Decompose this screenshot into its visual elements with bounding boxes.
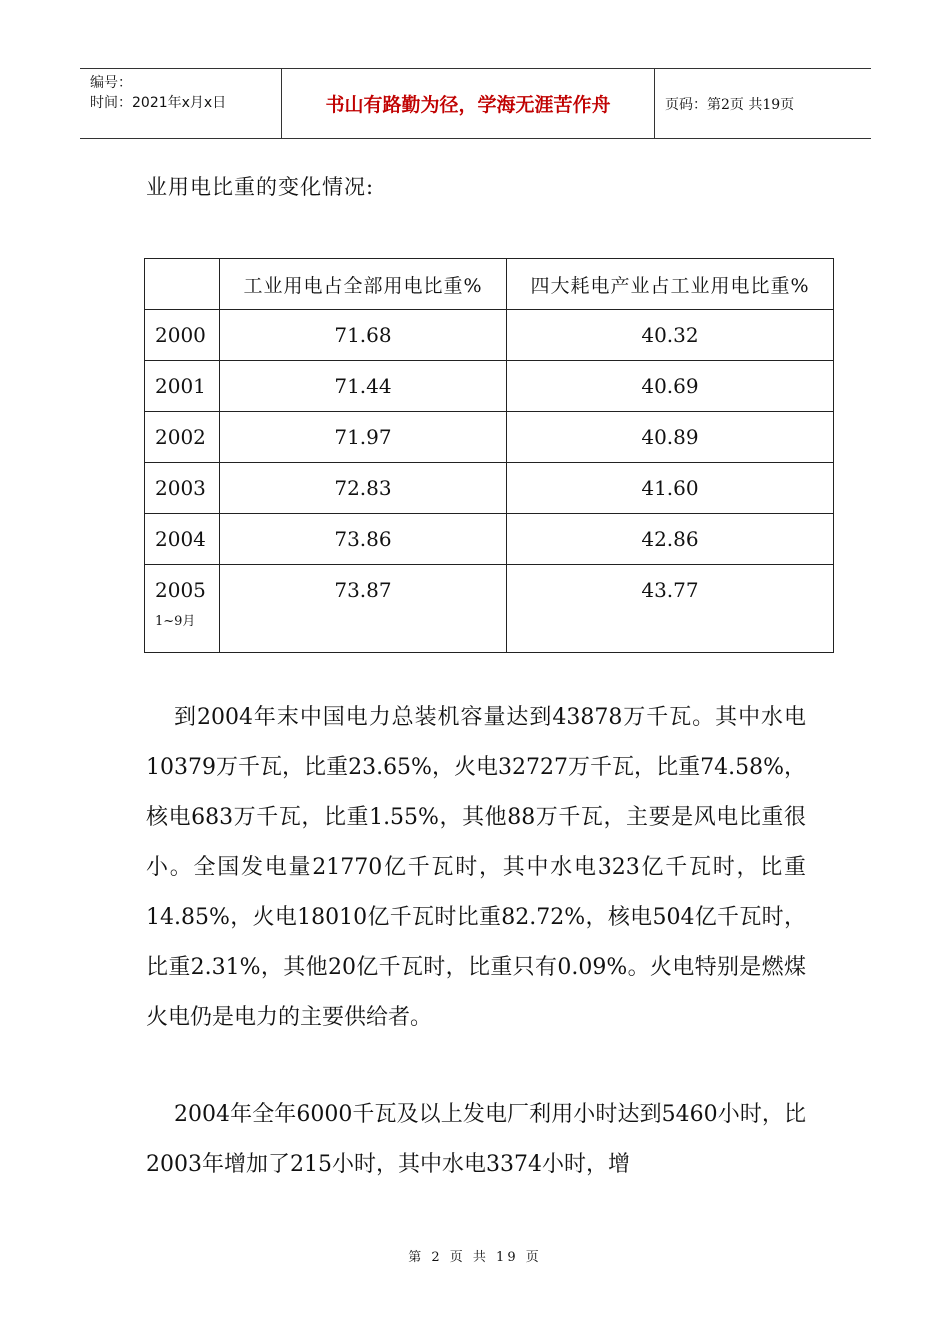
table-header-four-industries-share: 四大耗电产业占工业用电比重% [507,259,834,310]
table-header-row [145,259,834,310]
header-meta [80,69,282,138]
table-cell-industrial: 72.83 [220,463,507,514]
table-row [145,565,834,653]
table-cell-year: 2003 [145,463,220,514]
body-paragraph-utilization-hours: 2004年全年6000千瓦及以上发电厂利用小时达到5460小时，比2003年增加了215小时，其中水电3374小时，增 [146,1102,806,1177]
header-motto-cell [282,69,655,138]
table-cell-year [145,565,220,653]
table-row [145,361,834,412]
table-cell-four-industries: 42.86 [507,514,834,565]
table-cell-four-industries: 41.60 [507,463,834,514]
table-cell-year: 2002 [145,412,220,463]
page-footer: 第 2 页 共 19 页 [408,1250,542,1265]
document-number: 编号： [90,75,132,91]
intro-text: 业用电比重的变化情况: [146,175,375,199]
table-cell-industrial: 71.68 [220,310,507,361]
table-cell-year: 2001 [145,361,220,412]
table-row [145,463,834,514]
table-cell-four-industries: 43.77 [507,565,834,653]
document-date: 时间：2021年x月x日 [90,95,227,111]
table-cell-year: 2004 [145,514,220,565]
table-cell-four-industries: 40.32 [507,310,834,361]
table-cell-four-industries: 40.69 [507,361,834,412]
table-cell-year-value: 2005 [155,578,206,602]
table-cell-year-period: 1~9月 [155,614,196,629]
table-cell-industrial: 73.86 [220,514,507,565]
table-cell-industrial: 73.87 [220,565,507,653]
table-cell-industrial: 71.44 [220,361,507,412]
header-motto: 书山有路勤为径，学海无涯苦作舟 [325,94,611,116]
table-cell-four-industries: 40.89 [507,412,834,463]
table-row [145,514,834,565]
table-cell-industrial: 71.97 [220,412,507,463]
page-header [80,68,871,139]
table-cell-year: 2000 [145,310,220,361]
table-header-empty [145,259,220,310]
body-paragraph-capacity: 到2004年末中国电力总装机容量达到43878万千瓦。其中水电10379万千瓦，比重23.65%，火电32727万千瓦，比重74.58%，核电683万千瓦，比重1.55%，其他88万千瓦，主要是风电比重很小。全国发电量21770亿千瓦时，其中水电323亿千瓦时，比重14.85%，火电18010亿千瓦时比重82.72%，核电504亿千瓦时，比重2.31%，其他20亿千瓦时，比重只有0.09%。火电特别是燃煤火电仍是电力的主要供给者。 [146,705,806,1030]
electricity-share-table [144,258,834,653]
table-row [145,412,834,463]
table-row [145,310,834,361]
header-page-info: 页码：第2页 共19页 [665,96,795,113]
table-header-industrial-share: 工业用电占全部用电比重% [220,259,507,310]
